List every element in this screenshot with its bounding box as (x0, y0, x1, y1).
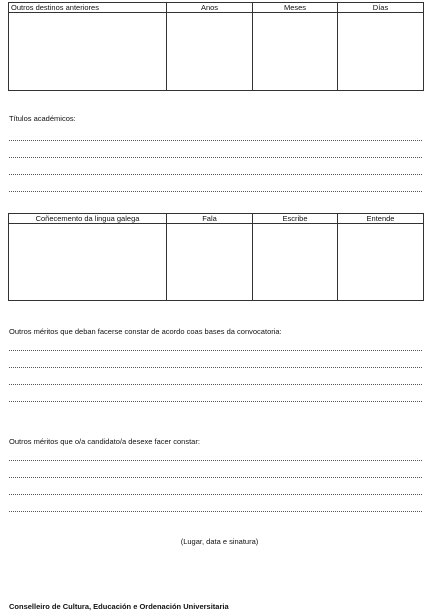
cell-galician-knowledge[interactable] (9, 224, 167, 301)
academic-titles-line-3[interactable] (9, 174, 422, 175)
header-years: Anos (167, 3, 253, 13)
header-other-postings: Outros destinos anteriores (9, 3, 167, 13)
academic-titles-line-2[interactable] (9, 157, 422, 158)
header-galician-knowledge: Coñecemento da lingua galega (9, 214, 167, 224)
merits-bases-line-4[interactable] (9, 401, 422, 402)
addressee-footer: Conselleiro de Cultura, Educación e Ordenación Universitaria (9, 602, 229, 611)
galician-language-header-row (9, 214, 424, 224)
cell-other-postings[interactable] (9, 13, 167, 91)
previous-postings-header-row (9, 3, 424, 13)
cell-years[interactable] (167, 13, 253, 91)
cell-understands[interactable] (338, 224, 424, 301)
previous-postings-entry-row (9, 13, 424, 91)
galician-language-entry-row (9, 224, 424, 301)
academic-titles-line-4[interactable] (9, 191, 422, 192)
merits-bases-line-1[interactable] (9, 350, 422, 351)
header-speaks: Fala (167, 214, 253, 224)
signature-caption: (Lugar, data e sinatura) (180, 537, 259, 546)
merits-candidate-line-2[interactable] (9, 477, 422, 478)
header-months: Meses (253, 3, 338, 13)
merits-bases-line-3[interactable] (9, 384, 422, 385)
header-days: Días (338, 3, 424, 13)
merits-candidate-label: Outros méritos que o/a candidato/a desexe facer constar: (9, 437, 200, 446)
merits-candidate-line-1[interactable] (9, 460, 422, 461)
cell-days[interactable] (338, 13, 424, 91)
academic-titles-label: Títulos académicos: (9, 114, 76, 123)
academic-titles-line-1[interactable] (9, 140, 422, 141)
merits-bases-line-2[interactable] (9, 367, 422, 368)
galician-language-table (8, 213, 424, 301)
cell-writes[interactable] (253, 224, 338, 301)
header-understands: Entende (338, 214, 424, 224)
merits-candidate-line-4[interactable] (9, 511, 422, 512)
previous-postings-table (8, 2, 424, 91)
header-writes: Escribe (253, 214, 338, 224)
cell-months[interactable] (253, 13, 338, 91)
cell-speaks[interactable] (167, 224, 253, 301)
merits-candidate-line-3[interactable] (9, 494, 422, 495)
merits-bases-label: Outros méritos que deban facerse constar de acordo coas bases da convocatoria: (9, 327, 282, 336)
